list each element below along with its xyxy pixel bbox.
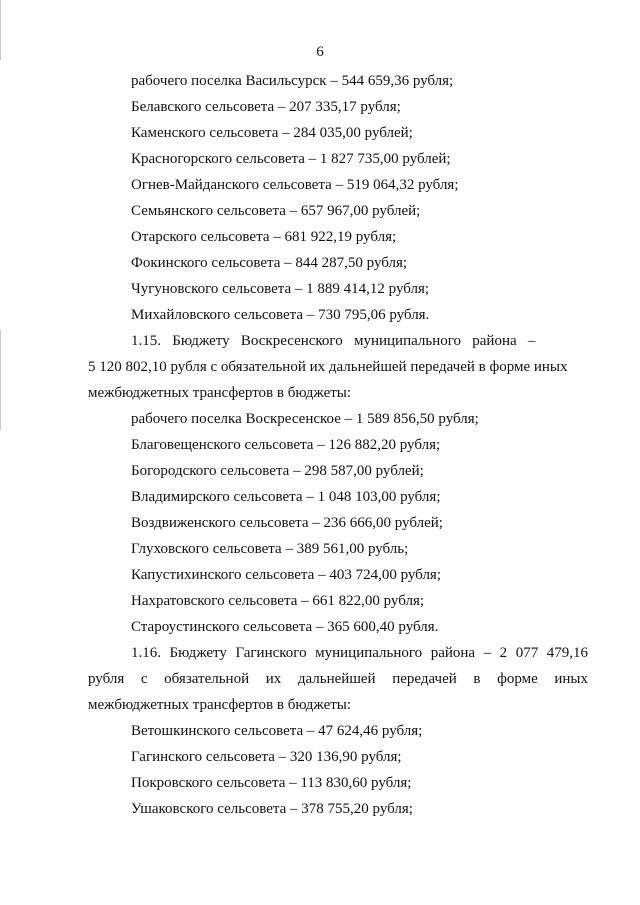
- list-item: Богородского сельсовета – 298 587,00 рублей;: [131, 463, 424, 479]
- list-item: Ушаковского сельсовета – 378 755,20 рубля;: [131, 801, 413, 817]
- list-item: Ветошкинского сельсовета – 47 624,46 рубля;: [131, 723, 423, 739]
- list-item: рабочего поселка Васильсурск – 544 659,36 рубля;: [131, 73, 454, 89]
- list-item: Владимирского сельсовета – 1 048 103,00 рубля;: [131, 489, 441, 505]
- list-item: Глуховского сельсовета – 389 561,00 рубль;: [131, 541, 409, 557]
- list-item: Нахратовского сельсовета – 661 822,00 рубля;: [131, 593, 425, 609]
- list-item: Фокинского сельсовета – 844 287,50 рубля;: [131, 255, 408, 271]
- list-voskresensky-budget-recipients: [88, 406, 588, 640]
- list-vasilsursk-budget-recipients: [88, 68, 588, 328]
- paragraph-line: 5 120 802,10 рубля с обязательной их дальнейшей передачей в форме иных: [88, 359, 568, 375]
- list-item: рабочего поселка Воскресенское – 1 589 856,50 рубля;: [131, 411, 479, 427]
- list-item: Белавского сельсовета – 207 335,17 рубля;: [131, 99, 401, 115]
- list-item: Каменского сельсовета – 284 035,00 рублей;: [131, 125, 413, 141]
- document-body: [88, 68, 588, 822]
- list-item: Благовещенского сельсовета – 126 882,20 рубля;: [131, 437, 441, 453]
- list-item: Капустихинского сельсовета – 403 724,00 рубля;: [131, 567, 441, 583]
- list-item: Покровского сельсовета – 113 830,60 рубля;: [131, 775, 412, 791]
- list-item: Отарского сельсовета – 681 922,19 рубля;: [131, 229, 397, 245]
- list-gaginsky-budget-recipients: [88, 718, 588, 822]
- paragraph-1-15: [88, 328, 588, 406]
- paragraph-line: межбюджетных трансфертов в бюджеты:: [88, 697, 352, 713]
- left-margin-mark: [0, 330, 1, 430]
- paragraph-line: 1.16. Бюджету Гагинского муниципального района – 2 077 479,16: [131, 645, 588, 661]
- paragraph-1-16: [88, 640, 588, 718]
- list-item: Красногорского сельсовета – 1 827 735,00 рублей;: [131, 151, 451, 167]
- list-item: Чугуновского сельсовета – 1 889 414,12 рубля;: [131, 281, 430, 297]
- paragraph-line: межбюджетных трансфертов в бюджеты:: [88, 385, 352, 401]
- list-item: Гагинского сельсовета – 320 136,90 рубля;: [131, 749, 402, 765]
- paragraph-line: 1.15. Бюджету Воскресенского муниципального района –: [131, 333, 536, 349]
- list-item: Михайловского сельсовета – 730 795,06 рубля.: [131, 307, 430, 323]
- page-number: 6: [316, 44, 324, 60]
- list-item: Огнев-Майданского сельсовета – 519 064,32 рубля;: [131, 177, 459, 193]
- list-item: Семьянского сельсовета – 657 967,00 рублей;: [131, 203, 421, 219]
- paragraph-line: рубля с обязательной их дальнейшей передачей в форме иных: [88, 671, 588, 687]
- list-item: Староустинского сельсовета – 365 600,40 рубля.: [131, 619, 439, 635]
- list-item: Воздвиженского сельсовета – 236 666,00 рублей;: [131, 515, 443, 531]
